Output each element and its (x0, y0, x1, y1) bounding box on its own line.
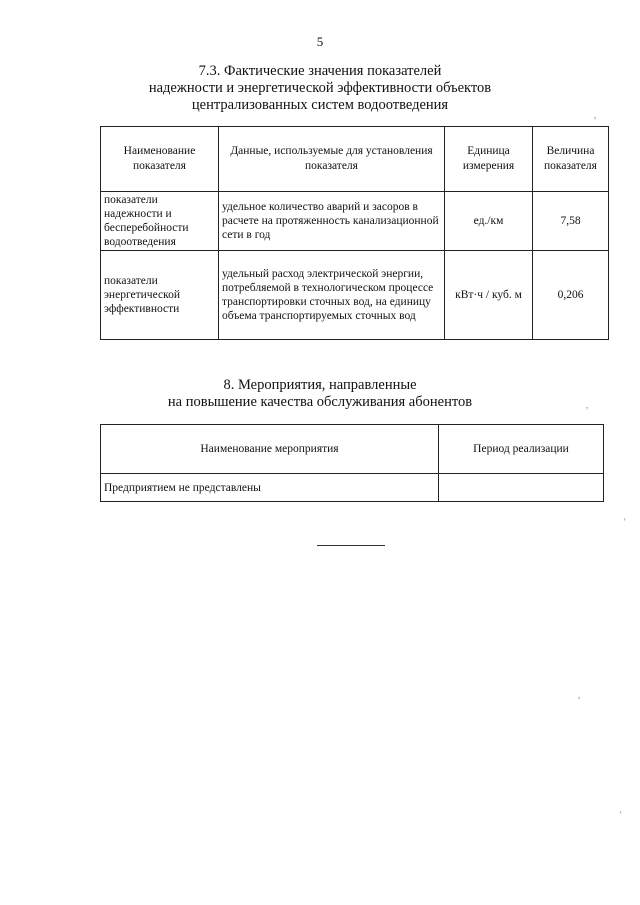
page-number: 5 (316, 34, 324, 49)
header-value: Величина показателя (533, 127, 609, 192)
row-data-used: удельный расход электрической энергии, потребляемой в технологическом процессе транспортировки сточных вод, на единицу объема транспортируемых сточных вод (219, 251, 445, 340)
header-period: Период реализации (439, 425, 604, 474)
scan-speck: , (578, 690, 581, 700)
table-header-row (101, 127, 609, 192)
row-unit: ед./км (445, 192, 533, 251)
title-line: 8. Мероприятия, направленные (223, 377, 417, 393)
header-unit: Единица измерения (445, 127, 533, 192)
title-line: на повышение качества обслуживания абонентов (167, 394, 473, 410)
row-indicator-name: показатели энергетической эффективности (101, 251, 219, 340)
scan-speck: ' (620, 810, 622, 820)
measures-table (100, 424, 604, 502)
table-row (101, 474, 604, 502)
title-line: 7.3. Фактические значения показателей (198, 63, 442, 79)
header-data-used: Данные, используемые для установления показателя (219, 127, 445, 192)
indicators-table (100, 126, 609, 340)
row-value: 7,58 (533, 192, 609, 251)
row-value: 0,206 (533, 251, 609, 340)
closing-rule (317, 545, 385, 546)
scan-speck: ' (624, 517, 626, 527)
header-indicator-name: Наименование показателя (101, 127, 219, 192)
row-unit: кВт·ч / куб. м (445, 251, 533, 340)
table-row (101, 251, 609, 340)
row-data-used: удельное количество аварий и засоров в расчете на протяженность канализационной сети в год (219, 192, 445, 251)
header-measure-name: Наименование мероприятия (101, 425, 439, 474)
title-line: централизованных систем водоотведения (191, 97, 449, 113)
title-line: надежности и энергетической эффективности объектов (148, 80, 492, 96)
scan-speck: , (594, 110, 597, 120)
row-measure-name: Предприятием не представлены (101, 474, 439, 502)
section-7-3-title (0, 63, 640, 114)
row-indicator-name: показатели надежности и бесперебойности водоотведения (101, 192, 219, 251)
table-header-row (101, 425, 604, 474)
section-8-title (0, 377, 640, 411)
table-row (101, 192, 609, 251)
row-period (439, 474, 604, 502)
scan-speck: , (586, 400, 589, 410)
